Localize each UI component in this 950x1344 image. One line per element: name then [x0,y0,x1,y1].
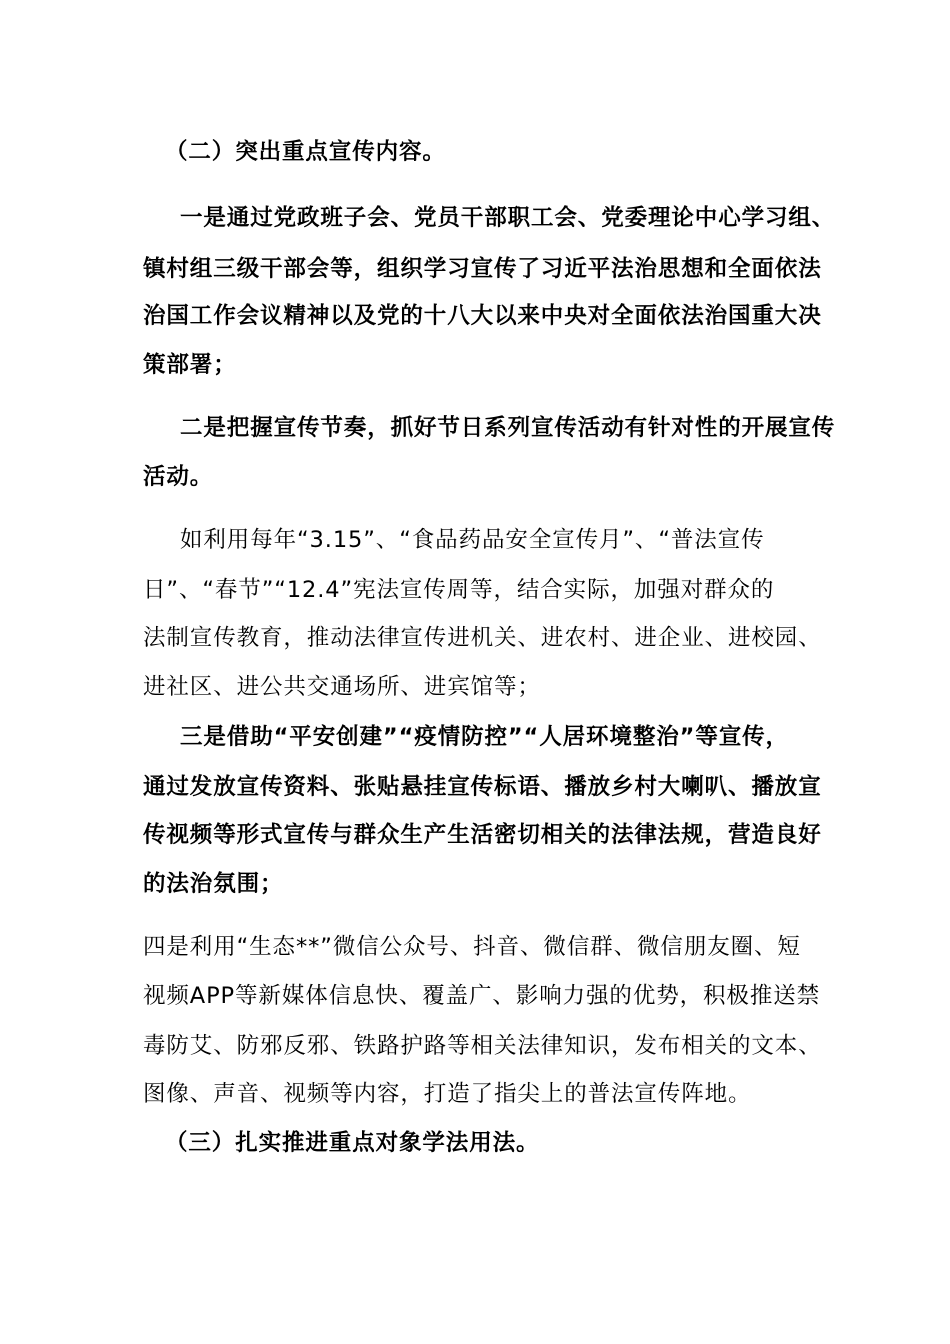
paragraph-4-line-1: 三是借助“平安创建”“疫情防控”“人居环境整治”等宣传， [180,724,789,750]
paragraph-5-line-2: 视频APP等新媒体信息快、覆盖广、影响力强的优势，积极推送禁 [143,983,821,1009]
paragraph-1-line-2: 镇村组三级干部会等，组织学习宣传了习近平法治思想和全面依法 [143,256,822,282]
paragraph-4-line-4: 的法治氛围； [143,871,284,897]
paragraph-3-line-2: 日”、“春节”“12.4”宪法宣传周等，结合实际，加强对群众的 [143,577,775,603]
paragraph-3-line-1: 如利用每年“3.15”、“食品药品安全宣传月”、“普法宣传 [180,527,765,553]
paragraph-4-line-3: 传视频等形式宣传与群众生产生活密切相关的法律法规，营造良好 [143,822,822,848]
paragraph-3-line-3: 法制宣传教育，推动法律宣传进机关、进农村、进企业、进校园、 [143,625,822,651]
paragraph-2-line-2: 活动。 [143,464,214,490]
paragraph-1-line-1: 一是通过党政班子会、党员干部职工会、党委理论中心学习组、 [180,205,836,231]
paragraph-2-line-1: 二是把握宣传节奏，抓好节日系列宣传活动有针对性的开展宣传 [180,415,836,441]
paragraph-1-line-3: 治国工作会议精神以及党的十八大以来中央对全面依法治国重大决 [143,303,822,329]
section-heading-3: （三）扎实推进重点对象学法用法。 [165,1130,540,1156]
paragraph-5-line-3: 毒防艾、防邪反邪、铁路护路等相关法律知识，发布相关的文本、 [143,1033,822,1059]
paragraph-3-line-4: 进社区、进公共交通场所、进宾馆等； [143,674,541,700]
paragraph-5-line-4: 图像、声音、视频等内容，打造了指尖上的普法宣传阵地。 [143,1081,752,1107]
paragraph-5-line-1: 四是利用“生态**”微信公众号、抖音、微信群、微信朋友圈、短 [143,934,801,960]
paragraph-1-line-4: 策部署； [143,352,237,378]
paragraph-4-line-2: 通过发放宣传资料、张贴悬挂宣传标语、播放乡村大喇叭、播放宣 [143,774,822,800]
section-heading-2: （二）突出重点宣传内容。 [165,139,446,165]
